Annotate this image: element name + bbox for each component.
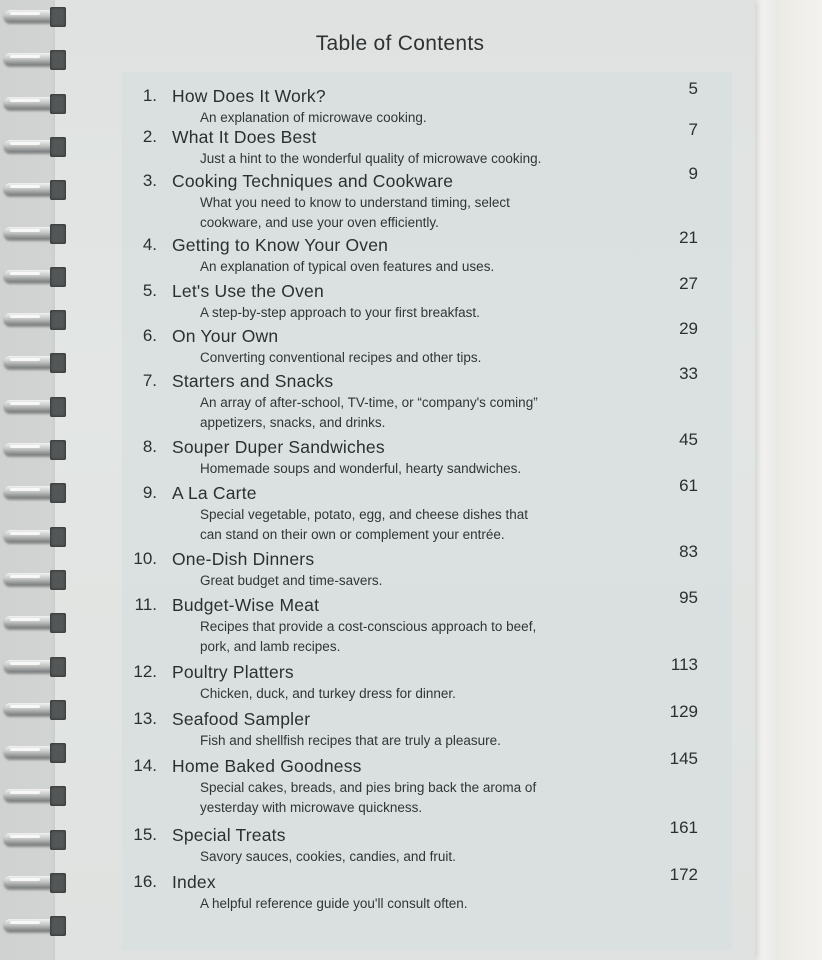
entry-number: 7. bbox=[142, 371, 157, 390]
entry-number: 13. bbox=[133, 709, 157, 728]
entry-title: Getting to Know Your Oven bbox=[172, 235, 389, 255]
entry-page: 45 bbox=[679, 430, 698, 449]
entry-page: 145 bbox=[669, 749, 698, 768]
entry-number: 16. bbox=[133, 872, 157, 891]
entry-title: How Does It Work? bbox=[172, 86, 326, 106]
entry-description: A helpful reference guide you'll consult often. bbox=[200, 896, 468, 911]
entry-title: One-Dish Dinners bbox=[172, 549, 315, 569]
entry-description: An explanation of typical oven features and uses. bbox=[200, 259, 495, 274]
entry-number: 6. bbox=[142, 326, 157, 345]
entry-title: What It Does Best bbox=[172, 127, 317, 147]
entry-title: On Your Own bbox=[172, 326, 279, 346]
entry-number: 9. bbox=[142, 483, 157, 502]
entry-description: Great budget and time-savers. bbox=[200, 573, 383, 588]
entry-description: Homemade soups and wonderful, hearty sandwiches. bbox=[200, 461, 522, 476]
entry-description: Special cakes, breads, and pies bring back the aroma of yesterday with microwave quickness. bbox=[200, 780, 537, 815]
entry-description: Just a hint to the wonderful quality of microwave cooking. bbox=[200, 151, 542, 166]
entry-title: Seafood Sampler bbox=[172, 709, 311, 729]
entry-title: A La Carte bbox=[172, 483, 257, 503]
entry-title: Souper Duper Sandwiches bbox=[172, 437, 385, 457]
entry-page: 83 bbox=[679, 542, 698, 561]
page-title: Table of Contents bbox=[315, 32, 485, 55]
entry-number: 11. bbox=[134, 595, 157, 614]
entry-title: Poultry Platters bbox=[172, 662, 294, 682]
entry-title: Let's Use the Oven bbox=[172, 281, 324, 301]
entry-description: A step-by-step approach to your first breakfast. bbox=[200, 305, 480, 320]
entry-number: 10. bbox=[133, 549, 157, 568]
entry-page: 27 bbox=[679, 274, 698, 293]
entry-number: 12. bbox=[133, 662, 157, 681]
entry-description: An explanation of microwave cooking. bbox=[200, 110, 427, 125]
entry-description: An array of after-school, TV-time, or “company's coming” appetizers, snacks, and drinks. bbox=[200, 395, 538, 430]
entry-description: Savory sauces, cookies, candies, and fruit. bbox=[200, 849, 456, 864]
entry-number: 14. bbox=[133, 756, 157, 775]
entry-page: 7 bbox=[688, 120, 698, 139]
entry-title: Starters and Snacks bbox=[172, 371, 334, 391]
entry-page: 95 bbox=[679, 588, 698, 607]
entry-page: 29 bbox=[679, 319, 698, 338]
entry-number: 15. bbox=[133, 825, 157, 844]
entry-number: 4. bbox=[142, 235, 157, 254]
entry-page: 21 bbox=[679, 228, 698, 247]
entry-page: 113 bbox=[670, 655, 698, 674]
entry-page: 61 bbox=[679, 476, 698, 495]
entry-description: Special vegetable, potato, egg, and cheese dishes that can stand on their own or complement your entrée. bbox=[200, 507, 528, 542]
entry-description: Converting conventional recipes and other tips. bbox=[200, 350, 482, 365]
entry-page: 5 bbox=[688, 79, 698, 98]
entry-page: 172 bbox=[669, 865, 698, 884]
entry-description: What you need to know to understand timing, select cookware, and use your oven efficiently. bbox=[200, 195, 510, 230]
entry-title: Cooking Techniques and Cookware bbox=[172, 171, 454, 191]
entry-title: Budget-Wise Meat bbox=[172, 595, 320, 615]
entry-number: 3. bbox=[142, 171, 157, 190]
entry-number: 8. bbox=[142, 437, 157, 456]
entry-page: 9 bbox=[688, 164, 698, 183]
entry-number: 1. bbox=[142, 86, 157, 105]
entry-number: 5. bbox=[142, 281, 157, 300]
entry-page: 129 bbox=[669, 702, 698, 721]
entry-title: Index bbox=[172, 872, 216, 892]
entry-number: 2. bbox=[142, 127, 157, 146]
entry-title: Special Treats bbox=[172, 825, 286, 845]
entry-title: Home Baked Goodness bbox=[172, 756, 362, 776]
entry-page: 33 bbox=[679, 364, 698, 383]
entry-description: Chicken, duck, and turkey dress for dinner. bbox=[200, 686, 456, 701]
entry-description: Fish and shellfish recipes that are truly a pleasure. bbox=[200, 733, 501, 748]
entry-description: Recipes that provide a cost-conscious approach to beef, pork, and lamb recipes. bbox=[200, 619, 537, 654]
entry-page: 161 bbox=[669, 818, 698, 837]
